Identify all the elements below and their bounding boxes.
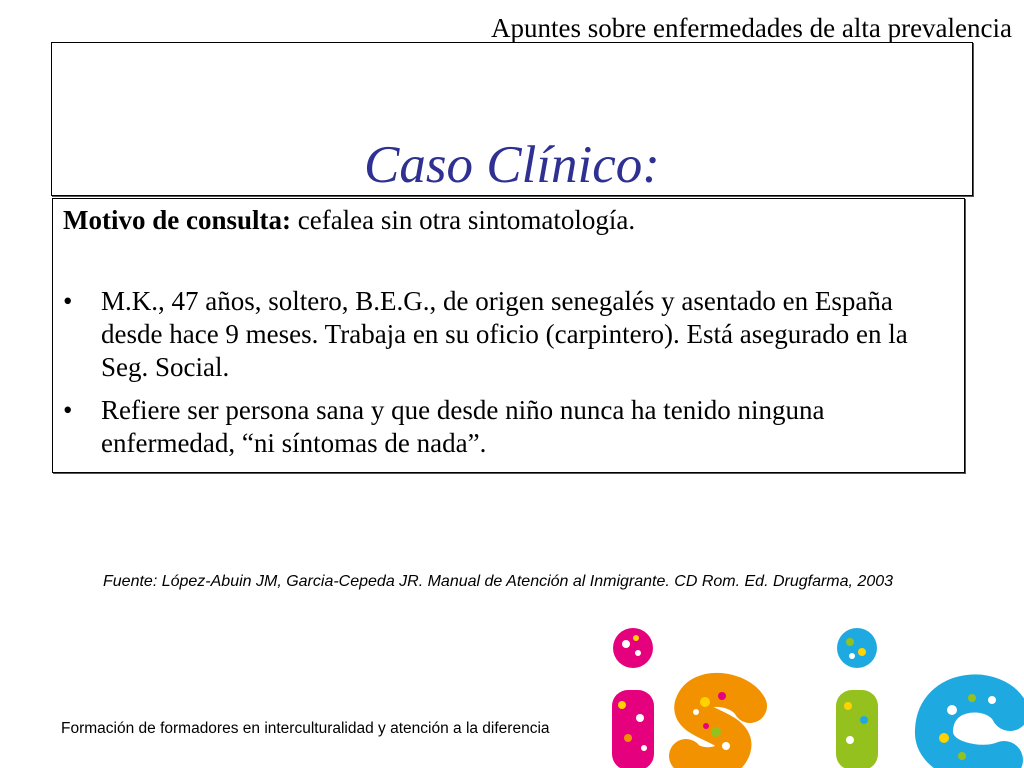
- motivo-line: [63, 204, 635, 236]
- source-citation: Fuente: López-Abuin JM, Garcia-Cepeda JR. Manual de Atención al Inmigrante. CD Rom. Ed. Drugfarma, 2003: [103, 573, 894, 590]
- motivo-label: Motivo de consulta:: [63, 205, 291, 235]
- bullet-item: • M.K., 47 años, soltero, B.E.G., de origen senegalés y asentado en España desde hace 9 meses. Trabaja en su oficio (carpintero). Está asegurado en la Seg. Social.: [63, 285, 958, 384]
- slide-title: Caso Clínico:: [364, 136, 660, 194]
- isic-logo: [600, 620, 1024, 768]
- content-box: [52, 198, 965, 473]
- motivo-text: cefalea sin otra sintomatología.: [290, 205, 636, 235]
- footer-text: Formación de formadores en interculturalidad y atención a la diferencia: [61, 720, 550, 737]
- header-text: Apuntes sobre enfermedades de alta prevalencia: [490, 13, 1012, 43]
- bullet-item: • Refiere ser persona sana y que desde niño nunca ha tenido ninguna enfermedad, “ni síntomas de nada”.: [63, 394, 958, 460]
- bullet-list: [63, 285, 958, 470]
- title-box: [51, 42, 973, 196]
